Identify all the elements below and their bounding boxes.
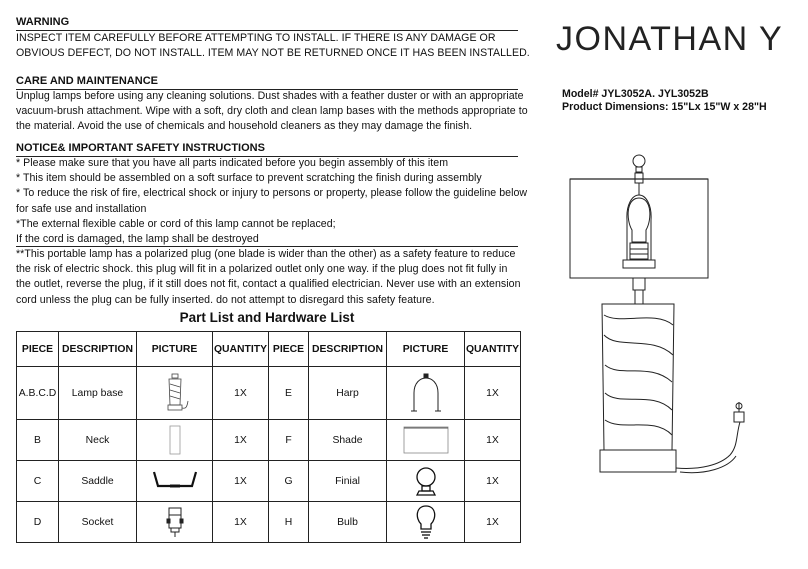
table-row [17, 367, 521, 420]
plug-line: cord unless the plug can be fully inserted. do not attempt to disregard this safety feature. [16, 293, 435, 306]
plug-line: **This portable lamp has a polarized plug (one blade is wider than the other) as a safety feature to reduce [16, 248, 516, 260]
socket-icon [163, 505, 187, 539]
finial-icon [411, 464, 441, 498]
care-line: the material. Avoid the use of chemicals and household cleaners as they may damage the finish. [16, 120, 473, 133]
quantity-cell: 1X [213, 502, 269, 543]
notice-title: NOTICE& IMPORTANT SAFETY INSTRUCTIONS [16, 142, 518, 157]
description-cell: Harp [309, 367, 387, 420]
care-title: CARE AND MAINTENANCE [16, 75, 518, 90]
piece-cell: G [269, 461, 309, 502]
header-cell: QUANTITY [213, 332, 269, 367]
model-number: Model# JYL3052A. JYL3052B [562, 88, 709, 100]
picture-cell [137, 461, 213, 502]
header-cell: PICTURE [137, 332, 213, 367]
table-row [17, 420, 521, 461]
piece-cell: D [17, 502, 59, 543]
quantity-cell: 1X [213, 420, 269, 461]
header-cell: QUANTITY [465, 332, 521, 367]
picture-cell [387, 367, 465, 420]
header-cell: PIECE [269, 332, 309, 367]
description-cell: Bulb [309, 502, 387, 543]
notice-line: * To reduce the risk of fire, electrical shock or injury to persons or property, please follow the guideline below [16, 187, 528, 200]
care-line: vacuum-brush attachment. Wipe with a soft, dry cloth and clean lamp bases with the methods appropriate to [16, 105, 528, 118]
description-cell: Lamp base [59, 367, 137, 420]
shade-icon [401, 424, 451, 456]
plug-line: the risk of electric shock. this plug will fit in a polarized outlet only one way. if the plug does not fit fully in [16, 263, 508, 276]
neck-icon [165, 424, 185, 456]
picture-cell [387, 502, 465, 543]
picture-cell [137, 420, 213, 461]
harp-icon [406, 371, 446, 415]
warning-title: WARNING [16, 16, 518, 31]
parts-list-title: Part List and Hardware List [179, 310, 355, 325]
description-cell: Finial [309, 461, 387, 502]
header-cell: DESCRIPTION [309, 332, 387, 367]
lamp-base-icon [160, 371, 190, 415]
header-cell: DESCRIPTION [59, 332, 137, 367]
piece-cell: B [17, 420, 59, 461]
table-row [17, 461, 521, 502]
care-line: Unplug lamps before using any cleaning solutions. Dust shades with a feather duster or with an appropriate [16, 90, 524, 102]
description-cell: Saddle [59, 461, 137, 502]
notice-text [16, 156, 526, 247]
piece-cell: A.B.C.D [17, 367, 59, 420]
notice-line: * This item should be assembled on a soft surface to prevent scratching the finish during assembly [16, 172, 482, 185]
lamp-illustration [560, 150, 760, 480]
picture-cell [387, 420, 465, 461]
piece-cell: C [17, 461, 59, 502]
plug-line: the outlet, reverse the plug, if it still does not fit, contact a qualified electrician. Never use with an extension [16, 278, 521, 291]
warning-text [16, 31, 530, 61]
picture-cell [137, 502, 213, 543]
quantity-cell: 1X [465, 367, 521, 420]
plug-text [16, 247, 526, 308]
picture-cell [387, 461, 465, 502]
piece-cell: H [269, 502, 309, 543]
quantity-cell: 1X [213, 367, 269, 420]
brand-logo: JONATHAN Y [556, 20, 784, 58]
product-dimensions: Product Dimensions: 15"Lx 15"W x 28"H [562, 101, 767, 113]
header-cell: PICTURE [387, 332, 465, 367]
quantity-cell: 1X [213, 461, 269, 502]
description-cell: Shade [309, 420, 387, 461]
quantity-cell: 1X [465, 461, 521, 502]
table-header-row [17, 332, 521, 367]
notice-line: for safe use and installation [16, 202, 147, 215]
warning-line: INSPECT ITEM CAREFULLY BEFORE ATTEMPTING TO INSTALL. IF THERE IS ANY DAMAGE OR [16, 32, 496, 44]
header-cell: PIECE [17, 332, 59, 367]
quantity-cell: 1X [465, 420, 521, 461]
quantity-cell: 1X [465, 502, 521, 543]
notice-line: *The external flexible cable or cord of this lamp cannot be replaced; [16, 217, 336, 230]
notice-line: If the cord is damaged, the lamp shall be destroyed [16, 233, 259, 246]
piece-cell: F [269, 420, 309, 461]
description-cell: Socket [59, 502, 137, 543]
table-row [17, 502, 521, 543]
description-cell: Neck [59, 420, 137, 461]
parts-table [16, 331, 521, 543]
notice-line: * Please make sure that you have all parts indicated before you begin assembly of this item [16, 157, 449, 169]
piece-cell: E [269, 367, 309, 420]
warning-line: OBVIOUS DEFECT, DO NOT INSTALL. ITEM MAY NOT BE RETURNED ONCE IT HAS BEEN INSTALLED. [16, 47, 530, 60]
saddle-icon [150, 466, 200, 496]
bulb-icon [413, 504, 439, 540]
picture-cell [137, 367, 213, 420]
care-text [16, 89, 526, 135]
